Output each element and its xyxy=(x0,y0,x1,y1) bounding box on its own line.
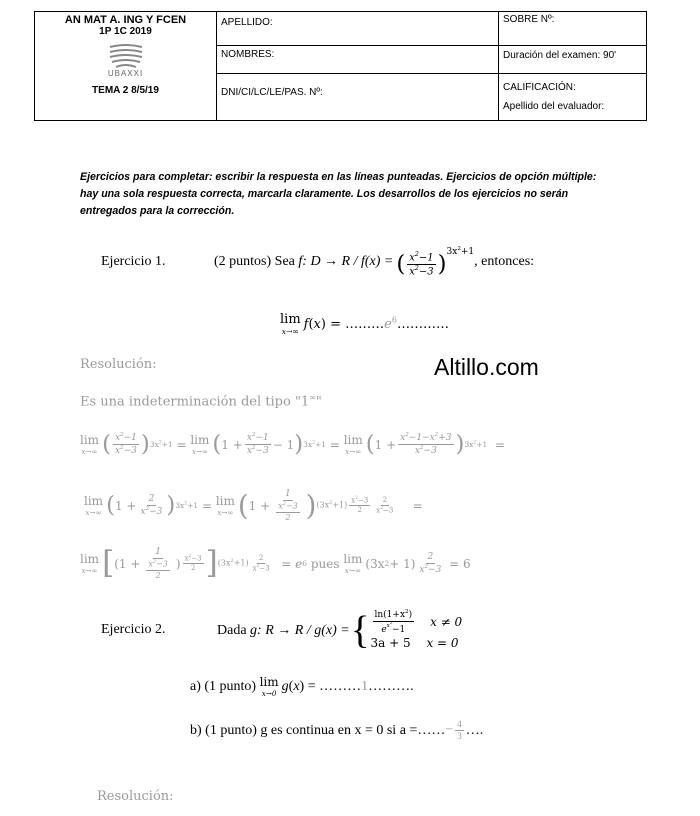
exam-header xyxy=(34,11,647,121)
ubaxxi-logo xyxy=(106,43,146,69)
ex2-case2: 3a + 5 xyxy=(370,636,411,651)
ex2-statement: Dada g: R → R / g(x) = { $\frac{\ln(1+x^2)}{e^{x^2}-1}$ x ≠ 0 3a + 5 x = 0 xyxy=(217,608,463,653)
eq-six: = 6 xyxy=(449,556,471,571)
ex1-resolution-step-3: lim x→∞ [ (1 + $\frac{1}{\frac{x^2-3}{2}}$ ) $\frac{x^2-3}{2}$ ] $(3x^2+1)$ $\frac{2}{x^2-3}$ = e 6 pues lim x→∞ (3x 2 + 1) $\frac{2}{x^2-3}$ = 6 xyxy=(80,545,471,582)
ex2-b-label: b) (1 punto) g es continua en x = 0 si a = xyxy=(190,722,418,738)
calificacion-cell xyxy=(499,74,647,121)
ex1-indeterminacion: Es una indeterminación del tipo "1∞" xyxy=(80,393,322,410)
logo-text: UBAXXI xyxy=(107,69,144,78)
course-code: 1P 1C 2019 xyxy=(99,26,152,37)
ex1-title: Ejercicio 1. xyxy=(101,254,166,269)
nombres-label: NOMBRES: xyxy=(221,49,275,60)
ex2-resolucion: Resolución: xyxy=(97,789,174,804)
ex1-resolucion: Resolución: xyxy=(80,357,157,372)
apellido-label: APELLIDO: xyxy=(221,17,273,28)
duracion-label: Duración del examen: 90' xyxy=(503,50,617,61)
institution-cell xyxy=(35,12,217,121)
logo-mark-icon xyxy=(106,43,146,69)
ex2-case2-cond: x = 0 xyxy=(426,636,459,651)
duracion-cell xyxy=(499,46,647,74)
institution-name: AN MAT A. ING Y FCEN xyxy=(64,14,187,26)
ex1-resolution-step-1: lim x→∞ ( $\frac{x^2-1}{x^2-3}$ ) $3x^2+1$ = lim x→∞ ( 1 + $\frac{x^2-1}{x^2-3}$ − 1 ) $3x^2+1$ = lim x→∞ ( 1 + $\frac{x^2-1-x^2+3}{x^2-3}$ ) $3x^2+1$ = xyxy=(80,431,505,458)
tema-label: TEMA 2 8/5/19 xyxy=(92,85,159,96)
e6-result: e xyxy=(295,556,303,571)
ex2-dada: Dada xyxy=(217,623,247,638)
sobre-label: SOBRE Nº: xyxy=(503,14,555,25)
ex2-part-a: a) (1 punto) lim x→0 g ( x ) = ……… 1 ………. xyxy=(190,675,414,698)
ex1-answer: e xyxy=(384,316,392,332)
pues-label: pues xyxy=(310,556,340,571)
ex2-title: Ejercicio 2. xyxy=(101,622,166,637)
ex1-resolution-step-2: lim x→∞ ( 1 + $\frac{2}{x^2-3}$ ) $3x^2+1$ = lim x→∞ ( 1 + $\frac{1}{\frac{x^2-3}{2}}$ ) $(3x^2+1)$ $\frac{x^2-3}{2}$ $\frac{2}{x^2-3}$ = xyxy=(84,489,423,523)
ex2-func: g: R → R / g(x) = xyxy=(250,623,350,638)
ex1-answer-suffix: ………… xyxy=(396,316,449,332)
watermark: Altillo.com xyxy=(434,354,539,380)
instructions: Ejercicios para completar: escribir la respuesta en las líneas punteadas. Ejercicios de opción múltiple: hay una sola respuesta correcta, marcarla claramente. Los desarrollos de los ejercicios no serán entregados para la corrección. xyxy=(80,171,597,217)
ex2-a-answer: 1 xyxy=(361,678,369,694)
sobre-field[interactable] xyxy=(499,12,647,46)
ex1-answer-exp: 6 xyxy=(391,315,397,325)
ex1-points: (2 puntos) Sea xyxy=(214,254,295,269)
dni-label: DNI/CI/LC/LE/PAS. Nº: xyxy=(221,87,323,98)
calificacion-label: CALIFICACIÓN: xyxy=(503,82,576,93)
ex1-statement: (2 puntos) Sea f: D → R / f(x) = ( $\frac{x^2-1}{x^2-3}$ )$^{3x^2+1}$ , entonces: xyxy=(214,246,535,278)
ex2-case1-cond: x ≠ 0 xyxy=(430,614,463,629)
ex1-answer-line: lim x→∞ $f(x) = \dots\dots\dots e^6\dots\dots\dots\dots$ xyxy=(280,312,449,336)
dni-field[interactable] xyxy=(217,74,499,121)
ex2-b-answer: − $\frac{4}{3}$ xyxy=(445,719,462,741)
ex1-tail: , entonces: xyxy=(474,254,535,269)
ex2-part-b: b) (1 punto) g es continua en x = 0 si a = …… − $\frac{4}{3}$ …. xyxy=(190,719,484,741)
ex2-a-label: a) (1 punto) xyxy=(190,678,257,694)
nombres-field[interactable] xyxy=(217,46,499,74)
apellido-field[interactable] xyxy=(217,12,499,46)
evaluador-label: Apellido del evaluador: xyxy=(503,101,605,112)
ex1-answer-prefix: ……… xyxy=(345,316,385,332)
ex1-func: f: D → R / f(x) = xyxy=(298,254,394,269)
